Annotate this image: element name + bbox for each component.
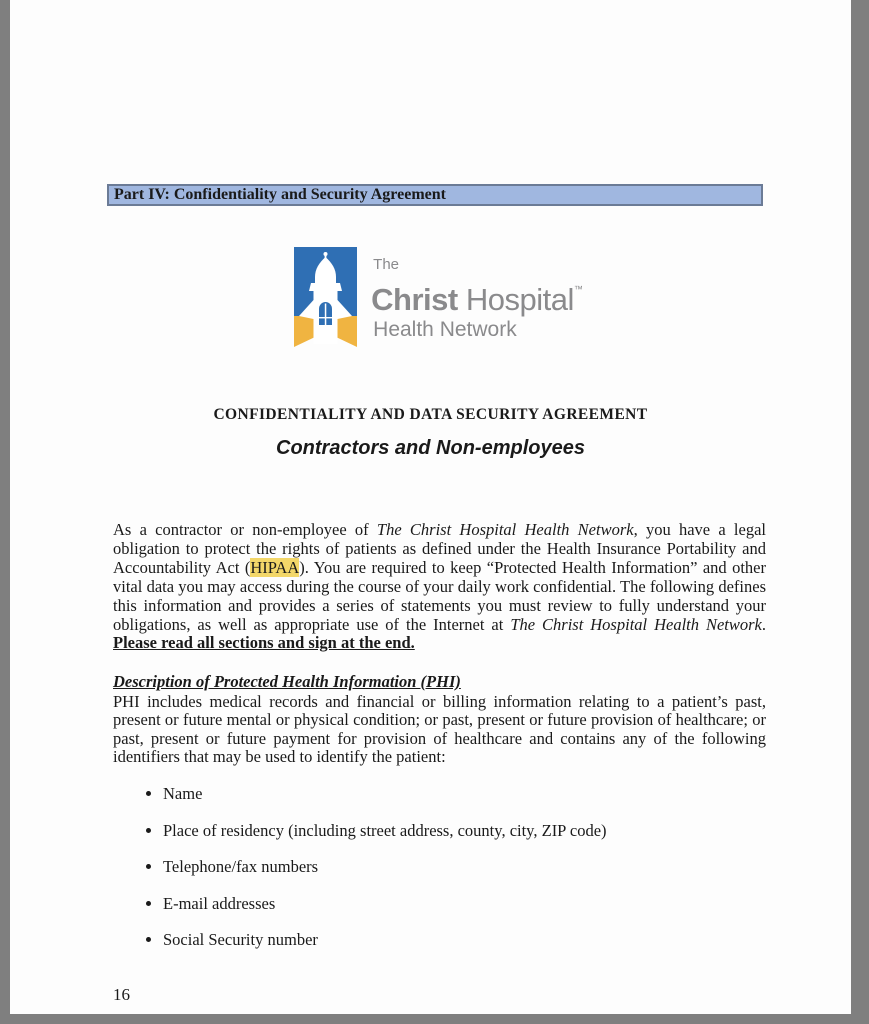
phi-identifier-list bbox=[113, 784, 733, 967]
christ-hospital-logo-icon bbox=[294, 247, 361, 353]
document-subtitle: Contractors and Non-employees bbox=[276, 437, 585, 459]
phi-section-body: PHI includes medical records and financial or billing information relating to a patient’s past, present or future mental or physical condition; or past, present or future provision of healthcare; or past, present or future payment for provision of healthcare and contains any of the following identifiers that may be used to identify the patient: bbox=[113, 692, 766, 767]
list-item: • Telephone/fax numbers bbox=[163, 857, 733, 876]
document-page bbox=[10, 0, 851, 1014]
christ-hospital-logo bbox=[18, 247, 859, 353]
logo-the: The bbox=[373, 256, 400, 273]
part-header-text: Part IV: Confidentiality and Security Agreement bbox=[114, 186, 446, 203]
logo-network: Health Network bbox=[373, 318, 517, 341]
logo-name-light: Hospital bbox=[457, 282, 574, 317]
page-number: 16 bbox=[113, 985, 130, 1004]
trademark-symbol: ™ bbox=[573, 284, 583, 294]
list-item: • E-mail addresses bbox=[163, 894, 733, 913]
document-title: CONFIDENTIALITY AND DATA SECURITY AGREEMENT bbox=[213, 406, 648, 423]
list-item: • Social Security number bbox=[163, 930, 733, 949]
list-item: • Place of residency (including street address, county, city, ZIP code) bbox=[163, 821, 733, 840]
part-header-bar bbox=[107, 184, 763, 206]
intro-paragraph: As a contractor or non-employee of The Christ Hospital Health Network, you have a legal obligation to protect the rights of patients as defined under the Health Insurance Portability and Accountability Act (HIPAA). You are required to keep “Protected Health Information” and other vital data you may access during the course of your daily work confidential. The following defines this information and provides a series of statements you must review to fully understand your obligations, as well as appropriate use of the Internet at The Christ Hospital Health Network. Please read all sections and sign at the end. bbox=[113, 520, 767, 653]
logo-name-bold: Christ bbox=[371, 282, 458, 317]
list-item: • Name bbox=[163, 784, 733, 803]
logo-name bbox=[371, 273, 583, 316]
christ-hospital-logo-text bbox=[371, 247, 583, 353]
phi-section-heading: Description of Protected Health Information (PHI) bbox=[113, 672, 461, 691]
